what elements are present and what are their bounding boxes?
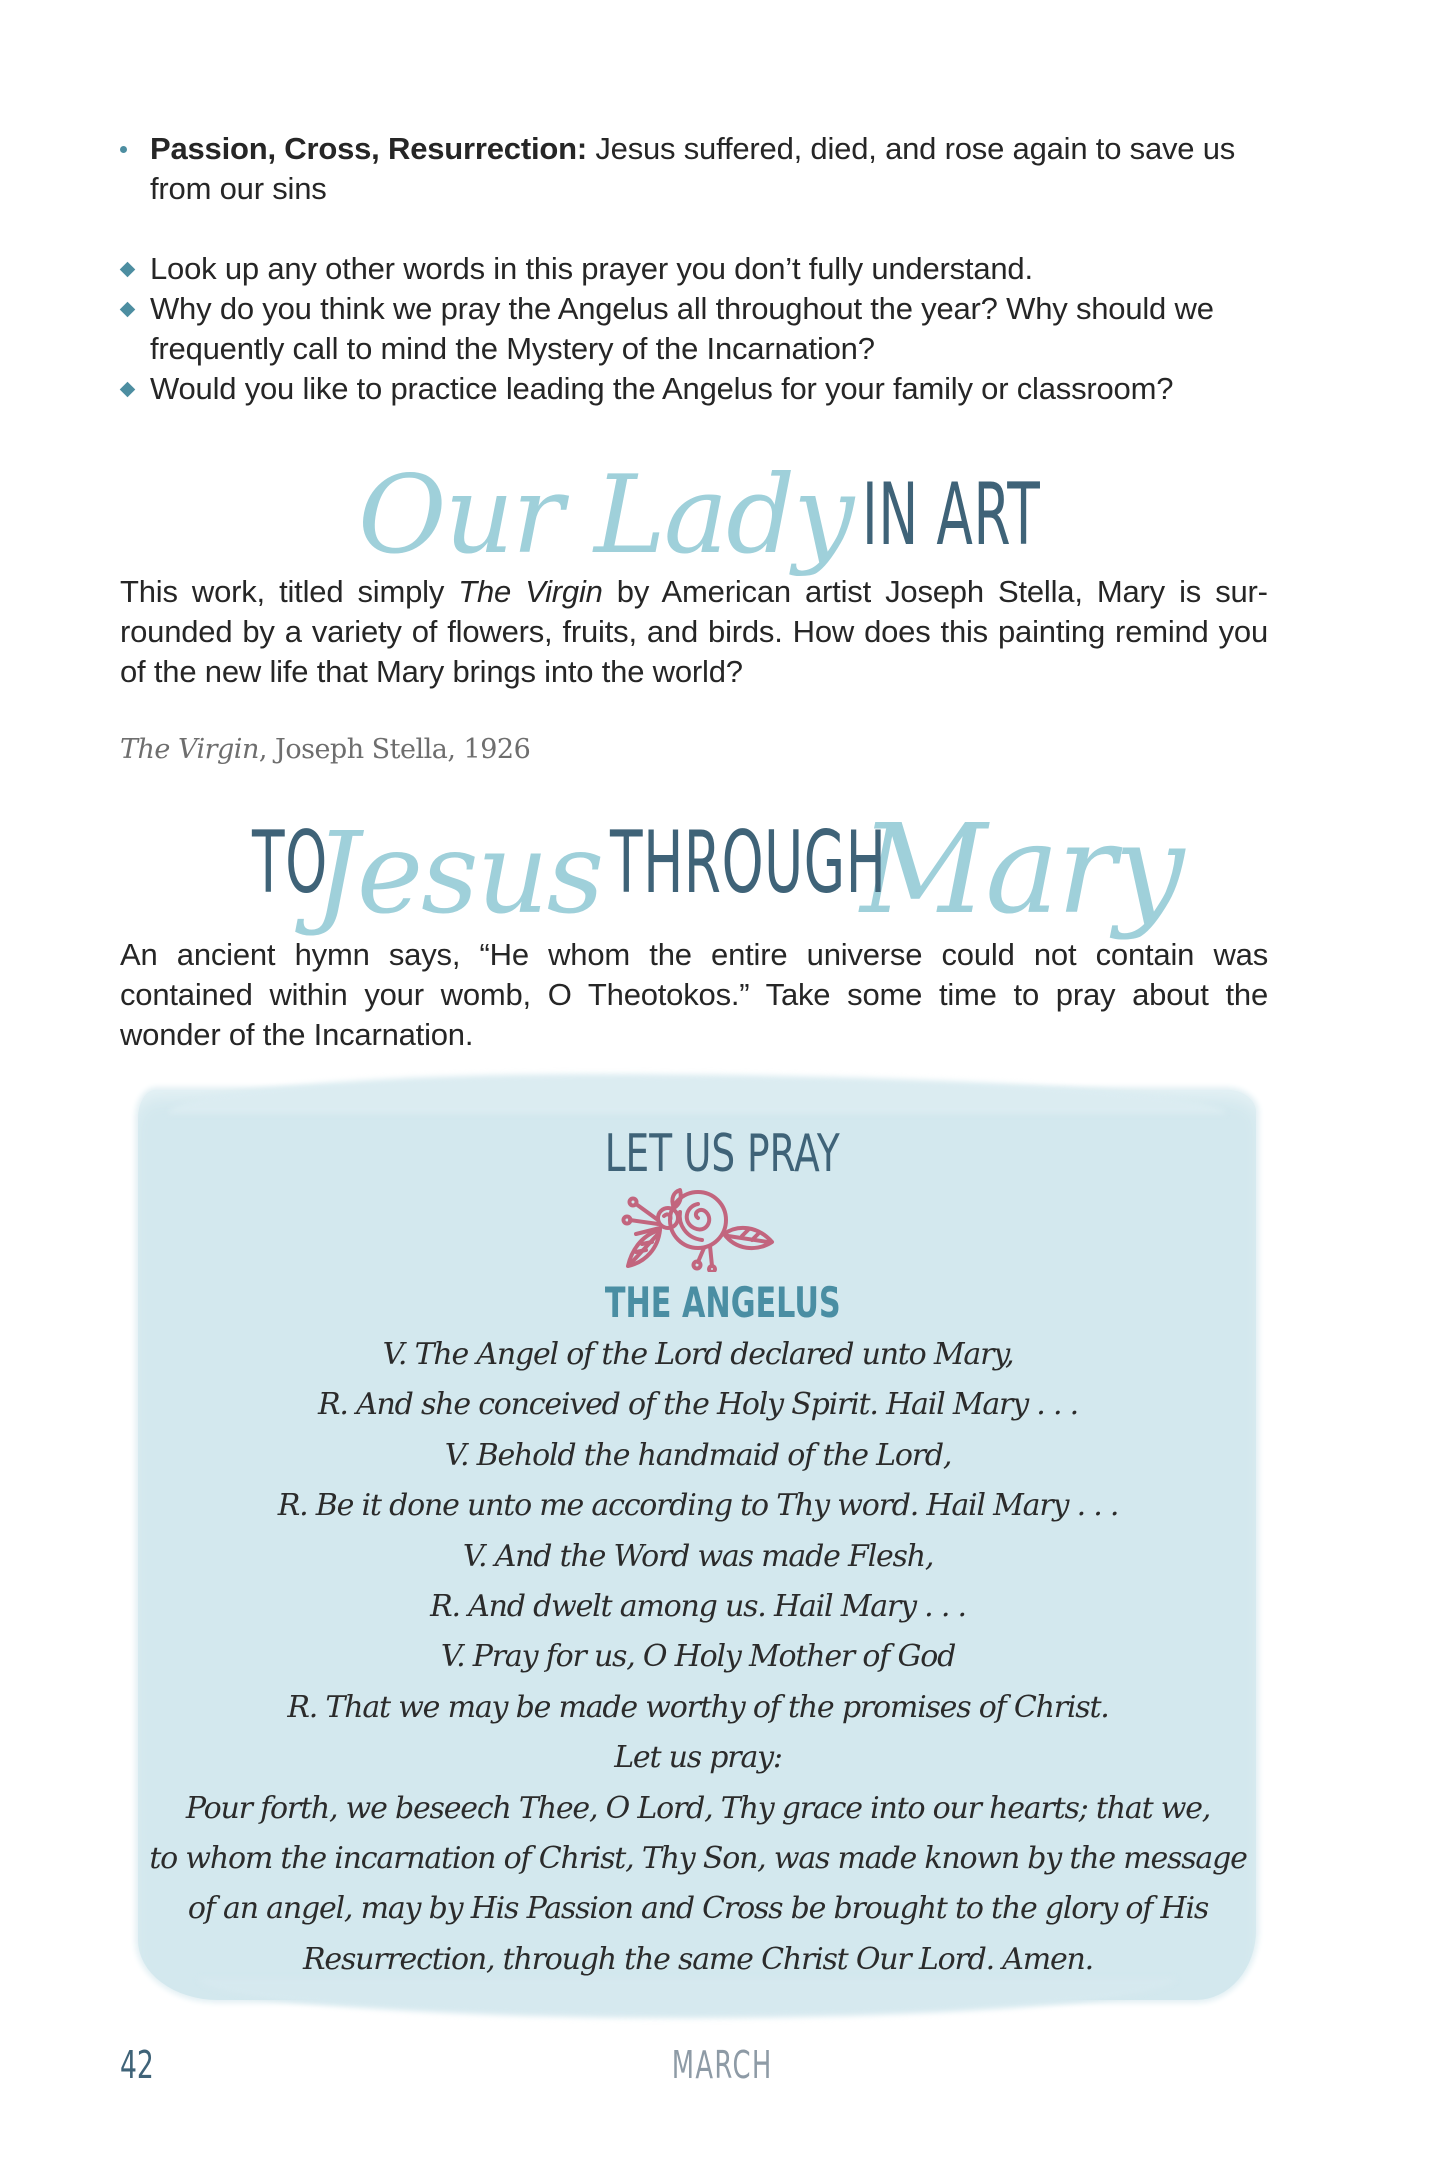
prayer-line: R. And dwelt among us. Hail Mary . . . <box>430 1589 966 1625</box>
paragraph-text: This work, titled simply <box>120 574 459 609</box>
artwork-caption <box>120 734 530 765</box>
rose-icon <box>600 1182 790 1272</box>
question-text: Why do you think we pray the Angelus all throughout the year? Why should we frequently call to mind the Mystery of the Incarnation? <box>150 291 1214 366</box>
prayer-line: V. And the Word was made Flesh, <box>462 1538 934 1574</box>
bullet-dot-icon <box>120 146 127 153</box>
list-item <box>120 129 1270 209</box>
heading-caps-text: IN ART <box>862 465 1041 565</box>
artwork-title: The Virgin <box>458 574 603 609</box>
list-item <box>120 369 1270 409</box>
heading-caps-text: TO <box>252 813 328 913</box>
caption-artwork-title: The Virgin <box>120 734 259 765</box>
reflection-questions <box>120 249 1270 409</box>
prayer-line: V. Pray for us, O Holy Mother of God <box>440 1639 956 1675</box>
art-description-paragraph <box>120 572 1268 692</box>
term-label: Passion, Cross, Resurrection: <box>150 131 587 166</box>
heading-script-text: Jesus <box>314 809 603 939</box>
term-list <box>120 129 1270 209</box>
list-item <box>120 289 1270 369</box>
heading-text: LET US PRAY <box>604 1124 841 1184</box>
prayer-line: R. That we may be made worthy of the promises of Christ. <box>287 1689 1109 1725</box>
prayer-line: to whom the incarnation of Christ, Thy Son, was made known by the message <box>149 1841 1247 1877</box>
section-heading-our-lady-in-art <box>358 430 1150 578</box>
prayer-title-text: THE ANGELUS <box>604 1278 841 1327</box>
prayer-line: Let us pray: <box>614 1740 782 1776</box>
prayer-line: V. Behold the handmaid of the Lord, <box>444 1437 952 1473</box>
prayer-title <box>0 1278 1445 1327</box>
running-footer <box>0 2043 1445 2087</box>
prayer-line: V. The Angel of the Lord declared unto Mary, <box>382 1337 1014 1372</box>
page-number: 42 <box>120 2043 154 2087</box>
diamond-bullet-icon <box>120 382 136 398</box>
question-text: Would you like to practice leading the Angelus for your family or classroom? <box>150 371 1174 406</box>
term-definition: Jesus suffered, died, and rose again to save us from our sins <box>150 131 1236 206</box>
prayer-line: R. And she conceived of the Holy Spirit. Hail Mary . . . <box>318 1387 1078 1423</box>
paragraph-text: by American artist Joseph Stella, Mary is surrounded by a variety of flowers, fruits, and birds. How does this painting remind you of the new life that Mary brings into the world? <box>120 574 1268 689</box>
list-item <box>120 249 1270 289</box>
section-heading-to-jesus-through-mary <box>252 790 1183 940</box>
heading-script-text: Mary <box>860 798 1183 942</box>
prayer-line: R. Be it done unto me according to Thy word. Hail Mary . . . <box>277 1488 1119 1524</box>
caption-artist-date: , Joseph Stella, 1926 <box>258 734 531 765</box>
angelus-prayer-text <box>140 1330 1256 1985</box>
prayer-line: of an angel, may by His Passion and Cross be brought to the glory of His <box>187 1891 1209 1927</box>
diamond-bullet-icon <box>120 302 136 318</box>
hymn-paragraph: An ancient hymn says, “He whom the entire universe could not contain was contained within your womb, O Theotokos.” Take some time to pray about the wonder of the Incarnation. <box>120 937 1268 1052</box>
heading-script-text: Our Lady <box>358 453 853 578</box>
question-text: Look up any other words in this prayer you don’t fully understand. <box>150 251 1033 286</box>
prayer-line: Resurrection, through the same Christ Our Lord. Amen. <box>303 1941 1093 1977</box>
let-us-pray-heading <box>0 1124 1445 1184</box>
heading-caps-text: THROUGH <box>610 813 887 913</box>
prayer-line: Pour forth, we beseech Thee, O Lord, Thy grace into our hearts; that we, <box>185 1790 1211 1826</box>
running-footer-text: MARCH <box>672 2043 773 2087</box>
diamond-bullet-icon <box>120 262 136 278</box>
